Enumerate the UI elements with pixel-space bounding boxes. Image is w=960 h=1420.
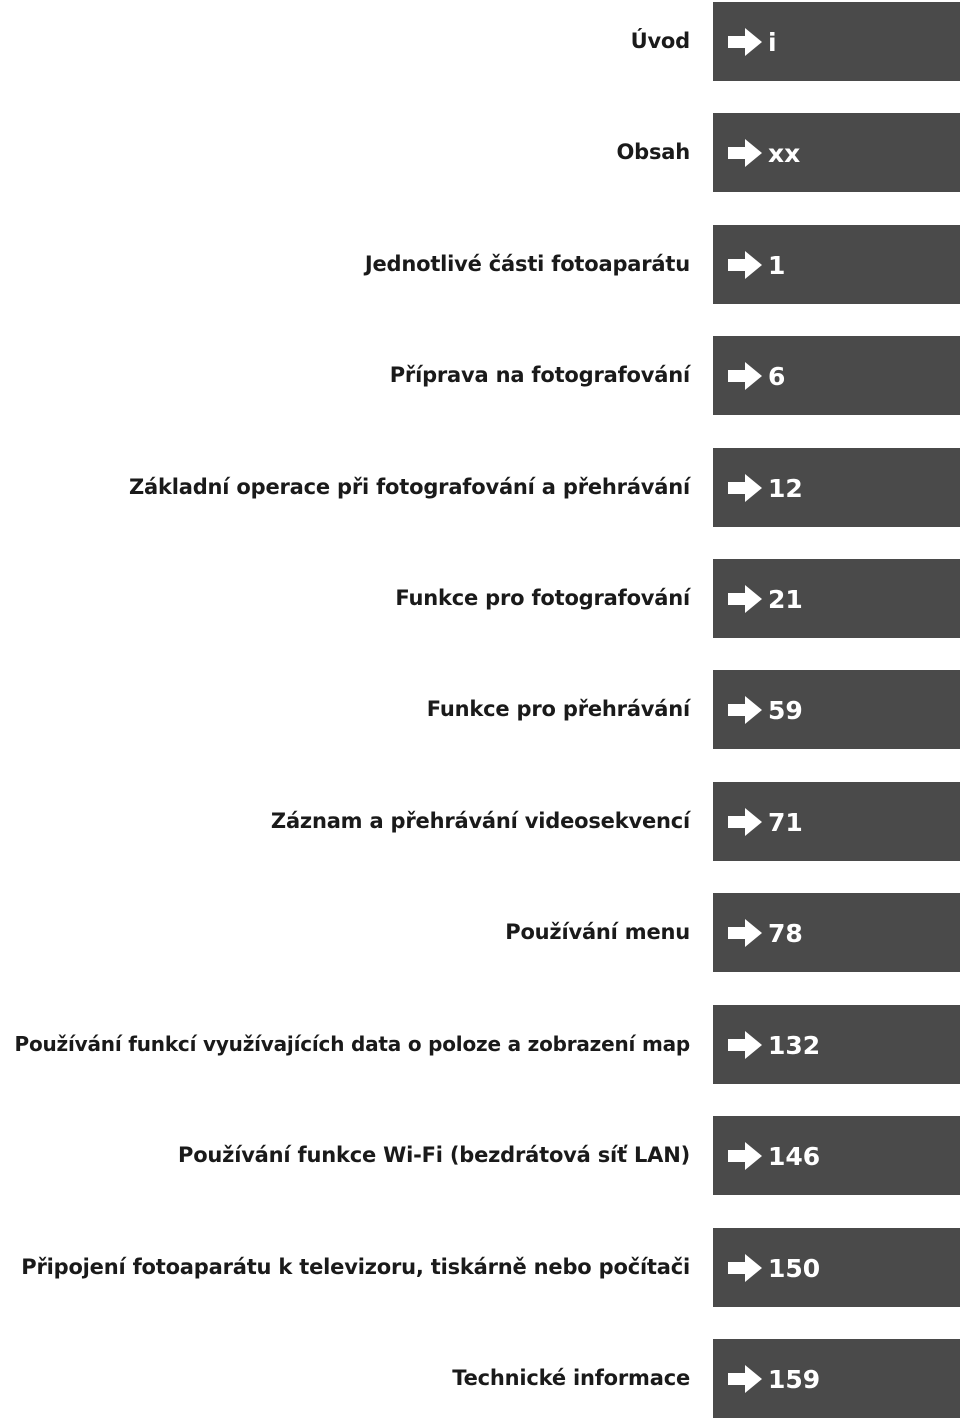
toc-row-zakladni-operace <box>0 448 960 527</box>
toc-page-number: 1 <box>768 251 786 280</box>
toc-entry-label: Funkce pro fotografování <box>395 586 690 610</box>
toc-entry-label: Jednotlivé části fotoaparátu <box>364 252 690 276</box>
toc-tab-zakladni-operace[interactable] <box>713 448 960 527</box>
toc-entry-label: Technické informace <box>452 1366 690 1390</box>
arrow-right-icon <box>728 808 762 836</box>
toc-page-number: 12 <box>768 474 803 503</box>
toc-tab-obsah[interactable] <box>713 113 960 192</box>
toc-page-number: 59 <box>768 696 803 725</box>
toc-entry-label: Obsah <box>616 140 690 164</box>
toc-row-menu <box>0 893 960 972</box>
toc-page-number: 21 <box>768 585 803 614</box>
toc-tab-uvod[interactable] <box>713 2 960 81</box>
toc-row-technicke-informace <box>0 1339 960 1418</box>
toc-entry-label: Používání menu <box>505 920 690 944</box>
toc-entry-label: Záznam a přehrávání videosekvencí <box>270 809 690 833</box>
toc-row-priprava <box>0 336 960 415</box>
toc-page-number: 159 <box>768 1365 821 1394</box>
toc-row-obsah <box>0 113 960 192</box>
toc-row-videosekvence <box>0 782 960 861</box>
toc-entry-label: Úvod <box>630 29 690 53</box>
arrow-right-icon <box>728 919 762 947</box>
toc-tab-funkce-prehravani[interactable] <box>713 670 960 749</box>
toc-tab-priprava[interactable] <box>713 336 960 415</box>
toc-page-number: 71 <box>768 808 803 837</box>
arrow-right-icon <box>728 139 762 167</box>
arrow-right-icon <box>728 1142 762 1170</box>
toc-tab-wifi[interactable] <box>713 1116 960 1195</box>
toc-page-number: 78 <box>768 919 803 948</box>
toc-page-number: 146 <box>768 1142 821 1171</box>
arrow-right-icon <box>728 362 762 390</box>
toc-tab-pripojeni[interactable] <box>713 1228 960 1307</box>
arrow-right-icon <box>728 28 762 56</box>
toc-page-number: xx <box>768 139 801 168</box>
toc-entry-label: Základní operace při fotografování a přehrávání <box>128 475 690 499</box>
toc-tab-technicke-informace[interactable] <box>713 1339 960 1418</box>
arrow-right-icon <box>728 1031 762 1059</box>
arrow-right-icon <box>728 1254 762 1282</box>
toc-page-number: i <box>768 28 777 57</box>
toc-entry-label: Funkce pro přehrávání <box>426 697 690 721</box>
toc-tab-casti-fotoaparatu[interactable] <box>713 225 960 304</box>
toc-tab-videosekvence[interactable] <box>713 782 960 861</box>
toc-row-wifi <box>0 1116 960 1195</box>
toc-row-data-o-poloze <box>0 1005 960 1084</box>
toc-row-pripojeni <box>0 1228 960 1307</box>
toc-tab-funkce-fotografovani[interactable] <box>713 559 960 638</box>
toc-row-funkce-fotografovani <box>0 559 960 638</box>
arrow-right-icon <box>728 1365 762 1393</box>
toc-entry-label: Příprava na fotografování <box>389 363 690 387</box>
arrow-right-icon <box>728 696 762 724</box>
arrow-right-icon <box>728 474 762 502</box>
toc-page-number: 6 <box>768 362 786 391</box>
arrow-right-icon <box>728 251 762 279</box>
toc-row-casti-fotoaparatu <box>0 225 960 304</box>
toc-entry-label: Připojení fotoaparátu k televizoru, tiskárně nebo počítači <box>21 1255 690 1279</box>
toc-tab-menu[interactable] <box>713 893 960 972</box>
toc-tab-data-o-poloze[interactable] <box>713 1005 960 1084</box>
toc-entry-label: Používání funkce Wi-Fi (bezdrátová síť LAN) <box>178 1143 690 1167</box>
toc-row-uvod <box>0 2 960 81</box>
toc-entry-label: Používání funkcí využívajících data o poloze a zobrazení map <box>14 1032 690 1056</box>
toc-page-number: 132 <box>768 1031 821 1060</box>
toc-row-funkce-prehravani <box>0 670 960 749</box>
toc-page-number: 150 <box>768 1254 821 1283</box>
arrow-right-icon <box>728 585 762 613</box>
